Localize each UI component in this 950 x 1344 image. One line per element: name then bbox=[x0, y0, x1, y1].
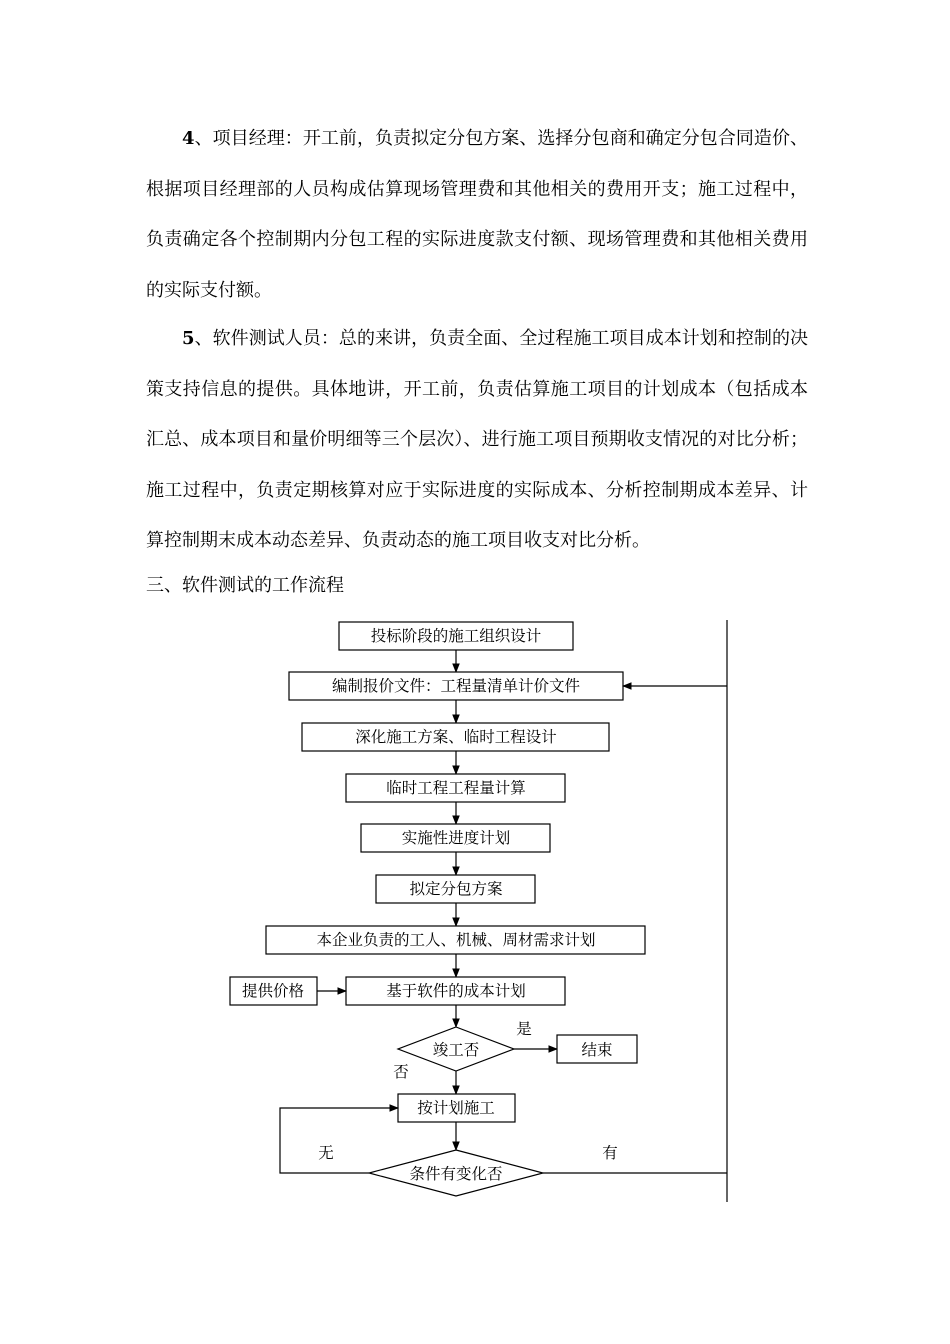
workflow-flowchart bbox=[0, 610, 950, 1210]
svg-text:条件有变化否: 条件有变化否 bbox=[409, 1165, 503, 1183]
loop-no-change bbox=[280, 1108, 398, 1173]
section-heading: 三、软件测试的工作流程 bbox=[146, 575, 344, 596]
flow-step-schedule bbox=[361, 824, 550, 852]
svg-text:提供价格: 提供价格 bbox=[241, 982, 305, 1000]
flow-step-subcontract bbox=[376, 875, 535, 903]
flow-decision-complete bbox=[398, 1027, 514, 1071]
flow-step-cost-plan bbox=[346, 977, 565, 1005]
paragraph-software-tester bbox=[146, 314, 808, 567]
flow-step-bid-design bbox=[339, 622, 573, 650]
svg-text:拟定分包方案: 拟定分包方案 bbox=[409, 880, 503, 898]
has-label: 有 bbox=[602, 1144, 618, 1162]
flow-step-execute bbox=[398, 1094, 515, 1122]
svg-text:投标阶段的施工组织设计: 投标阶段的施工组织设计 bbox=[370, 627, 542, 645]
flow-decision-change bbox=[369, 1150, 543, 1196]
svg-text:本企业负责的工人、机械、周材需求计划: 本企业负责的工人、机械、周材需求计划 bbox=[316, 931, 596, 949]
paragraph-number: 5 bbox=[182, 328, 195, 349]
flow-step-construction-plan bbox=[302, 723, 609, 751]
svg-text:临时工程工程量计算: 临时工程工程量计算 bbox=[386, 779, 526, 797]
yes-label: 是 bbox=[516, 1020, 532, 1038]
paragraph-project-manager bbox=[146, 114, 808, 316]
svg-text:实施性进度计划: 实施性进度计划 bbox=[401, 829, 511, 847]
svg-text:结束: 结束 bbox=[581, 1041, 613, 1059]
flow-step-quotation bbox=[289, 672, 623, 700]
flow-step-quantity-calc bbox=[346, 774, 565, 802]
paragraph-text: 、项目经理：开工前，负责拟定分包方案、选择分包商和确定分包合同造价、根据项目经理部的人员构成估算现场管理费和其他相关的费用开支；施工过程中，负责确定各个控制期内分包工程的实际进度款支付额、现场管理费和其他相关费用的实际支付额。 bbox=[146, 128, 808, 301]
svg-text:编制报价文件：工程量清单计价文件: 编制报价文件：工程量清单计价文件 bbox=[331, 677, 581, 695]
paragraph-number: 4 bbox=[182, 128, 195, 149]
flow-end bbox=[557, 1035, 637, 1063]
flow-price-input bbox=[230, 977, 317, 1005]
svg-text:按计划施工: 按计划施工 bbox=[417, 1099, 495, 1117]
none-label: 无 bbox=[318, 1144, 334, 1162]
svg-text:基于软件的成本计划: 基于软件的成本计划 bbox=[386, 982, 526, 1000]
flow-step-resource-plan bbox=[266, 926, 645, 954]
svg-text:深化施工方案、临时工程设计: 深化施工方案、临时工程设计 bbox=[355, 728, 557, 746]
paragraph-text: 、软件测试人员：总的来讲，负责全面、全过程施工项目成本计划和控制的决策支持信息的提供。具体地讲，开工前，负责估算施工项目的计划成本（包括成本汇总、成本项目和量价明细等三个层次）、进行施工项目预期收支情况的对比分析；施工过程中，负责定期核算对应于实际进度的实际成本、分析控制期成本差异、计算控制期末成本动态差异、负责动态的施工项目收支对比分析。 bbox=[146, 328, 808, 551]
svg-text:竣工否: 竣工否 bbox=[432, 1041, 480, 1059]
no-label: 否 bbox=[393, 1063, 409, 1081]
